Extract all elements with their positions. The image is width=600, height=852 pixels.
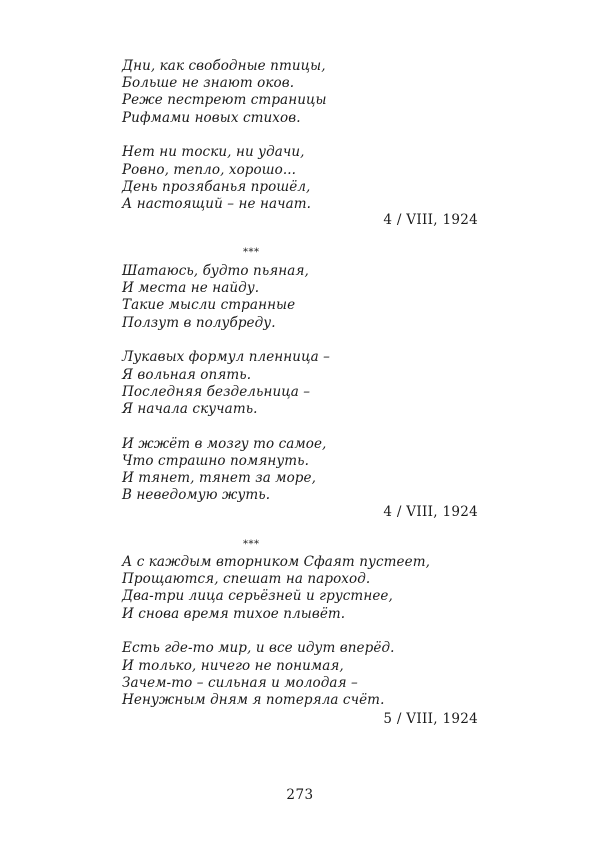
verse-line: Ровно, тепло, хорошо... <box>122 161 297 178</box>
verse-line: Есть где-то мир, и все идут вперёд. <box>122 640 395 657</box>
verse-line: Ползут в полубреду. <box>122 314 276 331</box>
verse-line: И жжёт в мозгу то самое, <box>122 435 327 452</box>
poem-date: 5 / VIII, 1924 <box>383 711 478 727</box>
poem-3 <box>122 554 482 709</box>
verse-line: Зачем-то – сильная и молодая – <box>122 674 358 691</box>
verse-line: Лукавых формул пленница – <box>122 349 330 366</box>
verse-line: А с каждым вторником Сфаят пустеет, <box>122 554 430 570</box>
poem-1 <box>122 58 482 213</box>
verse-line: Больше не знают оков. <box>122 75 295 92</box>
verse-line: А настоящий – не начат. <box>122 195 312 212</box>
verse-line: И снова время тихое плывёт. <box>122 605 346 622</box>
verse-line: И только, ничего не понимая, <box>122 657 344 674</box>
verse-line: Последняя бездельница – <box>122 383 311 400</box>
verse-line: Рифмами новых стихов. <box>122 109 301 126</box>
verse-line: Такие мысли странные <box>122 297 296 314</box>
verse-line: И места не найду. <box>122 280 260 297</box>
poem-2 <box>122 263 482 504</box>
poem-separator: *** <box>243 247 260 258</box>
verse-line: В неведомую жуть. <box>122 487 271 504</box>
verse-line: День прозябанья прошёл, <box>122 178 311 195</box>
poem-separator: *** <box>243 539 260 550</box>
verse-line: Прощаются, спешат на пароход. <box>122 571 371 588</box>
verse-line: Я начала скучать. <box>122 400 258 417</box>
verse-line: Ненужным дням я потеряла счёт. <box>122 691 385 708</box>
verse-line: Два-три лица серьёзней и грустнее, <box>122 588 393 605</box>
page-number: 273 <box>286 787 314 803</box>
verse-line: Что страшно помянуть. <box>122 452 310 469</box>
poem-date: 4 / VIII, 1924 <box>383 504 478 520</box>
verse-line: Дни, как свободные птицы, <box>122 58 326 74</box>
verse-line: Я вольная опять. <box>122 366 252 383</box>
verse-line: Шатаюсь, будто пьяная, <box>122 263 309 279</box>
poem-date: 4 / VIII, 1924 <box>383 212 478 228</box>
verse-line: И тянет, тянет за море, <box>122 470 317 487</box>
verse-line: Нет ни тоски, ни удачи, <box>122 144 305 161</box>
verse-line: Реже пестреют страницы <box>122 92 327 109</box>
